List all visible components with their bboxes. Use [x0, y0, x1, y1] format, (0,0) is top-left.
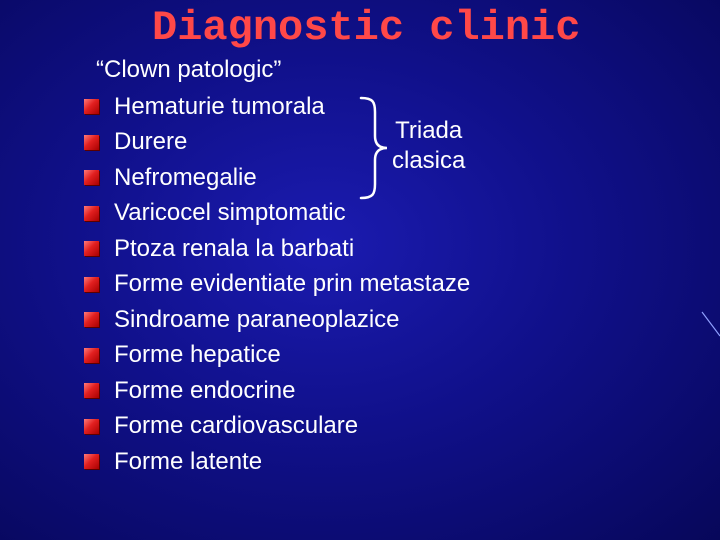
bullet-text: Hematurie tumorala: [114, 92, 325, 120]
red-square-bullet-icon: [84, 419, 99, 434]
slide-title: Diagnostic clinic: [152, 4, 581, 52]
red-square-bullet-icon: [84, 135, 99, 150]
red-square-bullet-icon: [84, 454, 99, 469]
red-square-bullet-icon: [84, 277, 99, 292]
bullet-text: Forme endocrine: [114, 376, 296, 404]
list-item: [84, 267, 470, 303]
red-square-bullet-icon: [84, 383, 99, 398]
bullet-text: Forme hepatice: [114, 341, 281, 369]
bullet-text: Durere: [114, 128, 188, 156]
list-item: [84, 373, 470, 409]
slide-subtitle: “Clown patologic”: [96, 56, 282, 83]
right-curly-brace-icon: [355, 96, 395, 200]
bullet-text: Nefromegalie: [114, 163, 257, 191]
list-item: [84, 302, 470, 338]
list-item: [84, 409, 470, 445]
triad-label-line2: clasica: [392, 147, 466, 174]
bullet-text: Varicocel simptomatic: [114, 199, 346, 227]
bullet-text: Forme cardiovasculare: [114, 412, 359, 440]
bullet-text: Ptoza renala la barbati: [114, 234, 355, 262]
red-square-bullet-icon: [84, 206, 99, 221]
list-item: [84, 444, 470, 480]
red-square-bullet-icon: [84, 348, 99, 363]
bullet-text: Sindroame paraneoplazice: [114, 305, 400, 333]
list-item: [84, 231, 470, 267]
red-square-bullet-icon: [84, 170, 99, 185]
red-square-bullet-icon: [84, 99, 99, 114]
triad-label: [392, 116, 465, 176]
triad-label-line1: Triada: [395, 117, 463, 144]
bullet-text: Forme latente: [114, 447, 263, 475]
list-item: [84, 196, 470, 232]
list-item: [84, 338, 470, 374]
decorative-line: [700, 310, 720, 338]
red-square-bullet-icon: [84, 241, 99, 256]
bullet-text: Forme evidentiate prin metastaze: [114, 270, 471, 298]
red-square-bullet-icon: [84, 312, 99, 327]
